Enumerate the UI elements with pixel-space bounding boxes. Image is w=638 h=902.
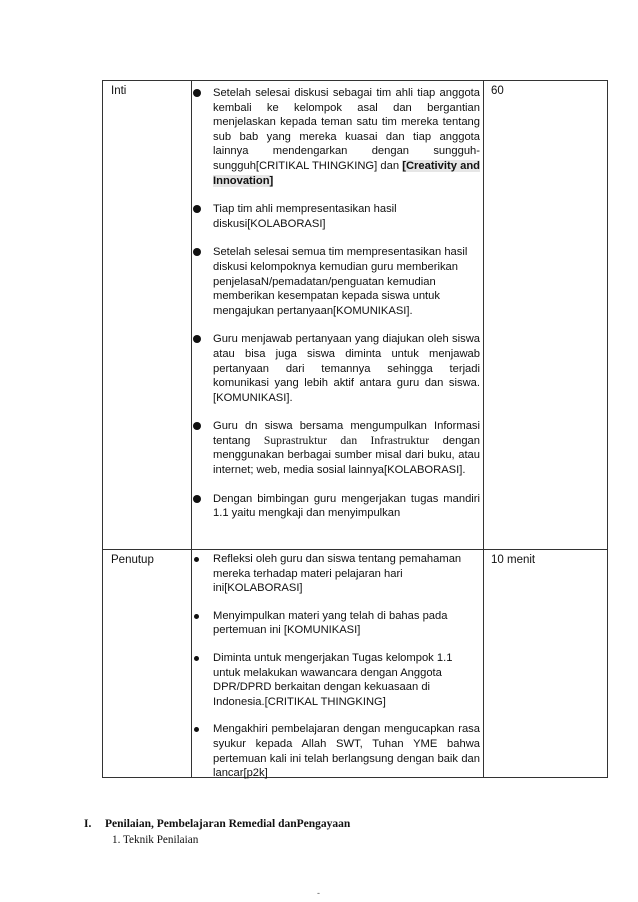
section-title: Penilaian, Pembelajaran Remedial danPengayaan — [105, 818, 351, 830]
duration-cell — [484, 550, 608, 778]
bullet-icon — [194, 557, 199, 562]
section-number: I. — [84, 818, 92, 830]
bullet-icon — [193, 205, 201, 213]
bullet-icon — [193, 89, 201, 97]
phase-cell — [103, 81, 192, 550]
list-item: Diminta untuk mengerjakan Tugas kelompok 1.1 untuk melakukan wawancara dengan Anggota DPR/DPRD berkaitan dengan kekuasaan di Indonesia.[CRITIKAL THINGKING] — [192, 651, 483, 709]
phase-label: Penutup — [111, 554, 154, 566]
section-subheading: 1. Teknik Penilaian — [112, 834, 199, 846]
bullet-icon — [193, 335, 201, 343]
list-item: Setelah selesai diskusi sebagai tim ahli tiap anggota kembali ke kelompok asal dan bergantian menjelaskan kepada teman satu tim mereka tentang sub bab yang mereka kuasai dan tiap anggota lainnya mendengarkan dengan sungguh-sungguh[CRITIKAL THINGKING] dan [Creativity and Innovation] — [192, 86, 483, 188]
bullet-icon — [194, 727, 199, 732]
list-item: Menyimpulkan materi yang telah di bahas pada pertemuan ini [KOMUNIKASI] — [192, 609, 483, 638]
bullet-icon — [193, 495, 201, 503]
activities-cell — [192, 550, 484, 778]
page-mark: - — [317, 888, 320, 898]
duration-label: 10 menit — [491, 554, 536, 566]
phase-label: Inti — [111, 85, 127, 97]
list-item: Guru menjawab pertanyaan yang diajukan oleh siswa atau bisa juga siswa diminta untuk menjawab pertanyaan dari temannya sehingga terjadi komunikasi yang lebih aktif antara guru dan siswa.[KOMUNIKASI]. — [192, 332, 483, 405]
bullet-icon — [193, 422, 201, 430]
section-heading — [84, 818, 350, 830]
bullet-icon — [193, 248, 201, 256]
learning-activities-table — [102, 80, 608, 778]
table-row-penutup — [103, 550, 608, 778]
bullet-icon — [194, 614, 199, 619]
list-item: Guru dn siswa bersama mengumpulkan Informasi tentang Suprastruktur dan Infrastruktur dengan menggunakan berbagai sumber misal dari buku, atau internet; web, media sosial lainnya[KOLABORASI]. — [192, 419, 483, 477]
list-item: Dengan bimbingan guru mengerjakan tugas mandiri 1.1 yaitu mengkaji dan menyimpulkan — [192, 492, 483, 521]
list-item: Tiap tim ahli mempresentasikan hasil diskusi[KOLABORASI] — [192, 202, 483, 231]
list-item: Refleksi oleh guru dan siswa tentang pemahaman mereka terhadap materi pelajaran hari ini[KOLABORASI] — [192, 552, 483, 596]
table-row-inti — [103, 81, 608, 550]
bullet-icon — [194, 656, 199, 661]
list-item: Mengakhiri pembelajaran dengan mengucapkan rasa syukur kepada Allah SWT, Tuhan YME bahwa pertemuan kali ini telah berlangsung dengan baik dan lancar[p2k] — [192, 722, 483, 780]
phase-cell — [103, 550, 192, 778]
activities-cell — [192, 81, 484, 550]
highlighted-tag: [Creativity and Innovation] — [213, 159, 480, 187]
duration-label: 60 — [491, 85, 504, 97]
list-item: Setelah selesai semua tim mempresentasikan hasil diskusi kelompoknya kemudian guru memberikan penjelasaN/pemadatan/penguatan kemudian memberikan kesempatan kepada siswa untuk mengajukan pertanyaan[KOMUNIKASI]. — [192, 245, 483, 318]
duration-cell — [484, 81, 608, 550]
